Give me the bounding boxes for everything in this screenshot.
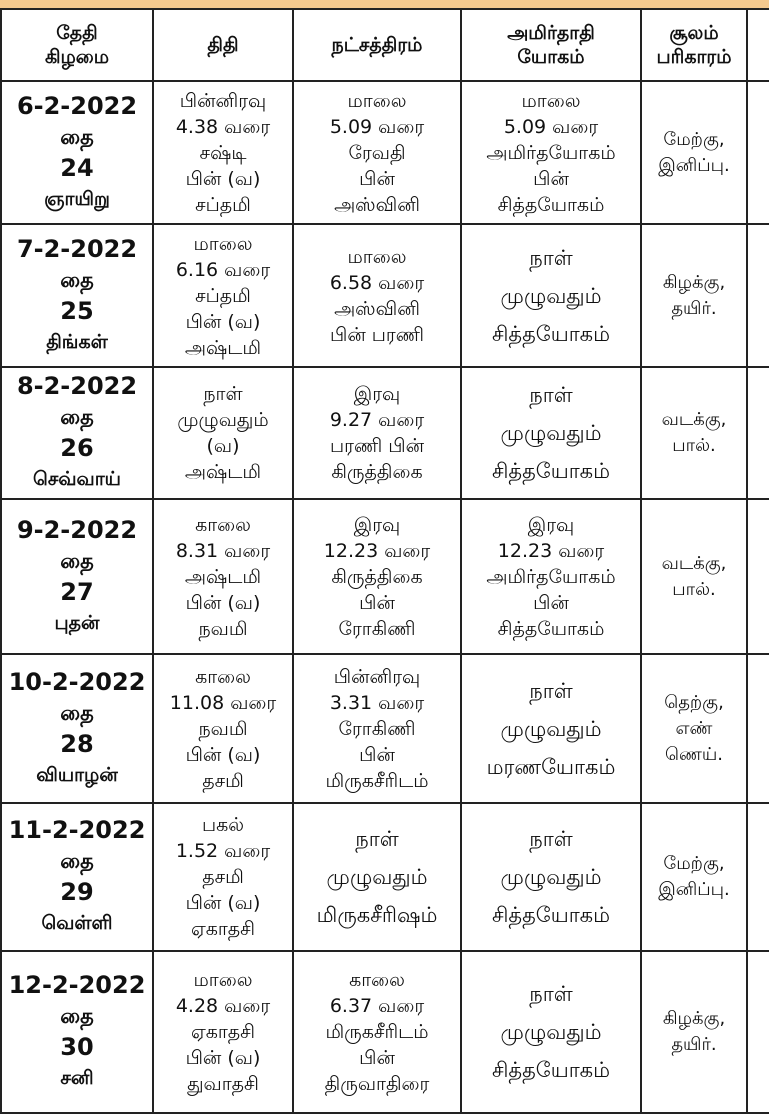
star-cell-line: கிருத்திகை <box>331 461 423 483</box>
yoga-cell-line: நாள் <box>529 678 573 703</box>
star-cell-line: இரவு <box>353 383 401 405</box>
header-yoga-line-2: யோகம் <box>517 46 585 68</box>
tithi-cell-line: சஷ்டி <box>199 141 247 164</box>
soolam-cell-line: பால். <box>672 435 716 456</box>
star-cell <box>293 224 461 367</box>
date-cell <box>1 224 153 367</box>
weekday-text: செவ்வாய் <box>33 468 121 490</box>
soolam-cell <box>641 499 747 654</box>
extra-cut-cell <box>747 81 769 224</box>
date-cell <box>1 951 153 1113</box>
tithi-cell-line: பின் (வ) <box>185 743 261 766</box>
tithi-cell-line: சப்தமி <box>195 193 251 216</box>
yoga-cell-line: 12.23 வரை <box>497 539 605 562</box>
header-soolam-line-2: பரிகாரம் <box>656 46 732 68</box>
tithi-cell-line: பின்னிரவு <box>179 89 267 112</box>
soolam-cell-line: பால். <box>672 578 716 600</box>
date-text: 8-2-2022 <box>16 372 138 400</box>
table-row <box>1 951 769 1113</box>
soolam-cell-line: இனிப்பு. <box>658 879 730 900</box>
tithi-cell <box>153 367 293 499</box>
star-cell-line: மிருகசீரிடம் <box>325 769 429 792</box>
yoga-cell-line: முழுவதும் <box>500 716 602 741</box>
soolam-cell <box>641 951 747 1113</box>
tithi-cell-line: 4.28 வரை <box>175 995 271 1017</box>
yoga-cell <box>461 803 641 951</box>
star-cell-line: 9.27 வரை <box>329 409 425 431</box>
yoga-cell-line: சித்தயோகம் <box>491 459 611 483</box>
soolam-cell-line: தயிர். <box>671 1034 717 1055</box>
star-cell-line: பின் <box>359 167 395 190</box>
tithi-cell-line: அஷ்டமி <box>184 565 262 588</box>
extra-cut-cell <box>747 367 769 499</box>
soolam-cell-line: கிழக்கு, <box>662 1008 726 1029</box>
tithi-cell-line: மாலை <box>193 969 253 991</box>
extra-cut-cell <box>747 224 769 367</box>
tithi-cell <box>153 499 293 654</box>
soolam-cell <box>641 367 747 499</box>
tithi-cell-line: காலை <box>195 513 251 536</box>
tithi-cell-line: தசமி <box>202 866 244 888</box>
header-yoga-line-1: அமிர்தாதி <box>507 22 595 44</box>
soolam-cell-line: மேற்கு, <box>663 853 725 874</box>
weekday-text: ஞாயிறு <box>44 187 110 210</box>
yoga-cell-line: நாள் <box>529 245 573 270</box>
star-cell-line: அஸ்வினி <box>334 193 420 216</box>
yoga-cell-line: முழுவதும் <box>500 421 602 445</box>
star-cell-line: இரவு <box>353 513 401 536</box>
header-tithi: திதி <box>153 9 293 81</box>
tithi-cell-line: காலை <box>195 665 251 688</box>
month-text: தை <box>60 267 94 292</box>
star-cell-line: 3.31 வரை <box>329 691 425 714</box>
star-cell <box>293 367 461 499</box>
yoga-cell-line: மாலை <box>521 89 581 112</box>
star-cell-line: ரோகிணி <box>338 717 416 740</box>
star-cell-line: முழுவதும் <box>326 865 428 889</box>
yoga-cell-line: சித்தயோகம் <box>491 1058 611 1082</box>
weekday-text: வியாழன் <box>36 763 118 786</box>
day-number: 28 <box>60 729 94 758</box>
month-text: தை <box>60 124 94 149</box>
tithi-cell-line: துவாதசி <box>187 1073 259 1095</box>
star-cell <box>293 654 461 803</box>
star-cell-line: பரணி பின் <box>329 435 424 457</box>
tithi-cell-line: 11.08 வரை <box>169 691 277 714</box>
star-cell <box>293 499 461 654</box>
header-soolam <box>641 9 747 81</box>
yoga-cell-line: அமிர்தயோகம் <box>486 565 616 588</box>
yoga-cell-line: 5.09 வரை <box>503 115 599 138</box>
date-cell <box>1 803 153 951</box>
tithi-cell <box>153 654 293 803</box>
tithi-cell-line: ஏகாதசி <box>190 918 256 940</box>
tithi-cell-line: சப்தமி <box>195 284 251 307</box>
soolam-cell-line: எண் <box>675 717 713 739</box>
tithi-cell-line: மாலை <box>193 232 253 255</box>
table-row <box>1 499 769 654</box>
star-cell-line: 6.37 வரை <box>329 995 425 1017</box>
star-cell-line: 6.58 வரை <box>329 271 425 294</box>
star-cell-line: பின் <box>359 1047 395 1069</box>
yoga-cell <box>461 224 641 367</box>
weekday-text: புதன் <box>54 611 100 634</box>
date-text: 10-2-2022 <box>8 667 146 696</box>
yoga-cell <box>461 951 641 1113</box>
tithi-cell-line: பகல் <box>201 814 245 836</box>
yoga-cell-line: இரவு <box>527 513 575 536</box>
tithi-cell-line: முழுவதும் <box>177 409 269 431</box>
date-text: 7-2-2022 <box>16 234 138 263</box>
yoga-cell-line: மரணயோகம் <box>486 754 616 779</box>
soolam-cell <box>641 654 747 803</box>
tithi-cell-line: 1.52 வரை <box>175 840 271 862</box>
table-row <box>1 803 769 951</box>
tithi-cell-line: (வ) <box>206 435 240 457</box>
star-cell-line: ரேவதி <box>348 141 406 164</box>
header-extra-cut <box>747 9 769 81</box>
soolam-cell-line: கிழக்கு, <box>662 271 726 293</box>
soolam-cell-line: வடக்கு, <box>661 552 727 574</box>
month-text: தை <box>60 548 94 573</box>
month-text: தை <box>60 700 94 725</box>
extra-cut-cell <box>747 803 769 951</box>
yoga-cell <box>461 654 641 803</box>
header-yoga <box>461 9 641 81</box>
yoga-cell-line: சித்தயோகம் <box>497 193 605 216</box>
tithi-cell-line: பின் (வ) <box>185 1047 261 1069</box>
yoga-cell-line: நாள் <box>529 982 573 1006</box>
yoga-cell-line: நாள் <box>529 827 573 851</box>
yoga-cell-line: சித்தயோகம் <box>491 321 611 346</box>
yoga-cell-line: முழுவதும் <box>500 283 602 308</box>
month-text: தை <box>60 405 94 429</box>
date-cell <box>1 654 153 803</box>
header-soolam-line-1: சூலம் <box>669 22 719 44</box>
table-row <box>1 224 769 367</box>
day-number: 27 <box>60 577 94 606</box>
star-cell-line: மிருகசீரிடம் <box>325 1021 429 1043</box>
star-cell-line: மாலை <box>347 89 407 112</box>
tithi-cell-line: பின் (வ) <box>185 310 261 333</box>
yoga-cell <box>461 367 641 499</box>
soolam-cell-line: இனிப்பு. <box>658 154 730 176</box>
yoga-cell-line: பின் <box>533 591 569 614</box>
soolam-cell <box>641 224 747 367</box>
tithi-cell-line: பின் (வ) <box>185 167 261 190</box>
soolam-cell-line: ணெய். <box>664 743 724 765</box>
tithi-cell-line: ஏகாதசி <box>190 1021 256 1043</box>
soolam-cell <box>641 803 747 951</box>
tithi-cell <box>153 951 293 1113</box>
star-cell <box>293 803 461 951</box>
tithi-cell-line: நவமி <box>198 717 248 740</box>
yoga-cell-line: சித்தயோகம் <box>497 617 605 640</box>
tithi-cell-line: நவமி <box>198 617 248 640</box>
day-number: 25 <box>60 296 94 325</box>
yoga-cell-line: நாள் <box>529 383 573 407</box>
star-cell-line: நாள் <box>355 827 399 851</box>
extra-cut-cell <box>747 499 769 654</box>
table-row <box>1 81 769 224</box>
weekday-text: சனி <box>60 1067 94 1089</box>
header-row <box>1 9 769 81</box>
tithi-cell <box>153 81 293 224</box>
tithi-cell-line: அஷ்டமி <box>184 336 262 359</box>
header-date-line: தேதி <box>56 22 98 44</box>
soolam-cell-line: மேற்கு, <box>663 128 725 150</box>
extra-cut-cell <box>747 951 769 1113</box>
tithi-cell <box>153 803 293 951</box>
header-star: நட்சத்திரம் <box>293 9 461 81</box>
yoga-cell <box>461 81 641 224</box>
weekday-text: வெள்ளி <box>41 912 113 934</box>
star-cell <box>293 81 461 224</box>
tithi-cell-line: 4.38 வரை <box>175 115 271 138</box>
month-text: தை <box>60 1004 94 1028</box>
star-cell-line: 5.09 வரை <box>329 115 425 138</box>
star-cell-line: மாலை <box>347 245 407 268</box>
date-text: 11-2-2022 <box>8 816 146 844</box>
tithi-cell-line: அஷ்டமி <box>184 461 262 483</box>
yoga-cell-line: முழுவதும் <box>500 1020 602 1044</box>
day-number: 26 <box>60 434 94 462</box>
star-cell-line: பின் <box>359 591 395 614</box>
soolam-cell-line: தெற்கு, <box>664 691 724 713</box>
yoga-cell <box>461 499 641 654</box>
star-cell-line: திருவாதிரை <box>324 1073 430 1095</box>
day-number: 30 <box>60 1033 94 1061</box>
yoga-cell-line: பின் <box>533 167 569 190</box>
star-cell-line: 12.23 வரை <box>323 539 431 562</box>
tithi-cell <box>153 224 293 367</box>
header-date <box>1 9 153 81</box>
yoga-cell-line: முழுவதும் <box>500 865 602 889</box>
tithi-cell-line: பின் (வ) <box>185 591 261 614</box>
date-cell <box>1 499 153 654</box>
date-text: 12-2-2022 <box>8 971 146 999</box>
star-cell-line: பின்னிரவு <box>333 665 421 688</box>
table-row <box>1 654 769 803</box>
star-cell-line: பின் பரணி <box>329 323 424 346</box>
panchangam-table <box>0 8 769 1114</box>
star-cell-line: காலை <box>349 969 405 991</box>
soolam-cell <box>641 81 747 224</box>
table-row <box>1 367 769 499</box>
star-cell-line: பின் <box>359 743 395 766</box>
star-cell <box>293 951 461 1113</box>
yoga-cell-line: அமிர்தயோகம் <box>486 141 616 164</box>
day-number: 29 <box>60 878 94 906</box>
weekday-text: திங்கள் <box>46 330 108 353</box>
tithi-cell-line: 6.16 வரை <box>175 258 271 281</box>
yoga-cell-line: சித்தயோகம் <box>491 903 611 927</box>
star-cell-line: கிருத்திகை <box>331 565 423 588</box>
date-cell <box>1 367 153 499</box>
date-text: 9-2-2022 <box>16 515 138 544</box>
day-number: 24 <box>60 153 94 182</box>
star-cell-line: ரோகிணி <box>338 617 416 640</box>
tithi-cell-line: பின் (வ) <box>185 892 261 914</box>
tithi-cell-line: தசமி <box>202 769 244 792</box>
date-text: 6-2-2022 <box>16 91 138 120</box>
star-cell-line: அஸ்வினி <box>334 297 420 320</box>
extra-cut-cell <box>747 654 769 803</box>
soolam-cell-line: தயிர். <box>671 297 717 319</box>
tithi-cell-line: நாள் <box>203 383 243 405</box>
soolam-cell-line: வடக்கு, <box>661 409 727 430</box>
header-day-line: கிழமை <box>44 46 110 68</box>
tithi-cell-line: 8.31 வரை <box>175 539 271 562</box>
top-color-band <box>0 0 769 8</box>
star-cell-line: மிருகசீரிஷம் <box>316 903 438 927</box>
month-text: தை <box>60 849 94 873</box>
date-cell <box>1 81 153 224</box>
